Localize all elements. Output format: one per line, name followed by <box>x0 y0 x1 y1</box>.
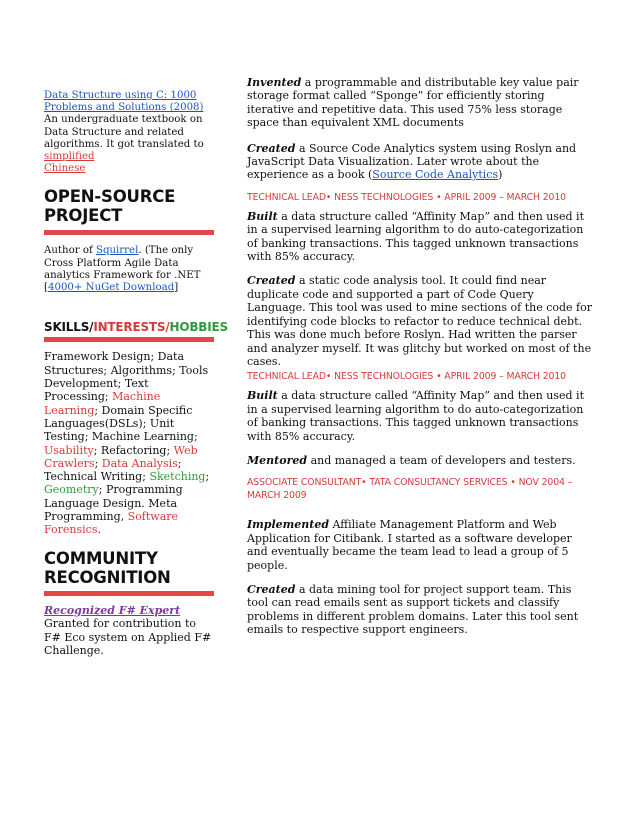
job-title: ASSOCIATE CONSULTANT• TATA CONSULTANCY SERVICES • NOV 2004 – MARCH 2009 <box>247 477 573 502</box>
job-title: TECHNICAL LEAD• NESS TECHNOLOGIES • APRIL 2009 – MARCH 2010 <box>247 191 567 203</box>
achievement-verb: Built <box>247 389 278 403</box>
skills-title <box>44 320 228 335</box>
achievement-text: a data mining tool for project support team. This tool can read emails sent as support tickets and classify problems in different problem domains. Later this tool sent emails to respective support engineers. <box>247 582 579 637</box>
book-link[interactable]: Data Structure using C: 1000 Problems and Solutions (2008) <box>44 90 204 114</box>
achievement-text: a data structure called “Affinity Map” and then used it in a supervised learning algorithm to do auto-categorization of banking transactions. This tagged unknown transactions with 85% accuracy. <box>247 209 584 264</box>
achievement-verb: Mentored <box>247 453 308 467</box>
open-source-text <box>44 245 214 294</box>
book-entry <box>44 90 214 175</box>
sidebar <box>44 90 228 658</box>
skills-text: ; Domain Specific Languages(DSLs); Unit Testing; Machine Learning; <box>44 403 198 444</box>
achievement-paragraph <box>247 142 592 182</box>
hobby-sketching: Sketching <box>149 470 206 484</box>
skills-text: ; Technical Writing; <box>44 456 182 484</box>
achievement-text: a data structure called “Affinity Map” and then used it in a supervised learning algorithm to do auto-categorization of banking transactions. This tagged unknown transactions with 85% accuracy. <box>247 389 584 443</box>
award-description: Granted for contribution to F# Eco system on Applied F# Challenge. <box>44 617 212 658</box>
achievement-paragraph <box>247 389 592 443</box>
achievement-paragraph <box>247 583 592 637</box>
skills-title-interests: INTERESTS/ <box>93 320 170 335</box>
community-title-line1: COMMUNITY <box>44 548 158 568</box>
open-source-mid: . (The only Cross Platform Agile Data analytics Framework for .NET [ <box>44 245 201 294</box>
achievement-paragraph <box>247 210 592 264</box>
source-code-analytics-link[interactable]: Source Code Analytics <box>372 168 499 182</box>
achievement-paragraph <box>247 454 592 467</box>
achievement-verb: Built <box>247 209 278 223</box>
skills-text: ; Programming Language Design. Meta Programming, <box>44 483 183 523</box>
skills-text: Framework Design; Data Structures; Algorithms; Tools Development; Text Processing; <box>44 350 209 404</box>
open-source-title <box>44 187 214 225</box>
open-source-suffix: ] <box>174 282 179 294</box>
achievement-text: ) <box>498 168 503 182</box>
achievement-text: a Source Code Analytics system using Roslyn and JavaScript Data Visualization. Later wrote about the experience as a book ( <box>247 141 577 182</box>
nuget-link[interactable]: 4000+ NuGet Download <box>47 282 175 294</box>
community-title-line2: RECOGNITION <box>44 567 171 587</box>
achievement-verb: Created <box>247 274 296 288</box>
interest-machine-learning: Machine Learning <box>44 390 161 417</box>
skills-text: ; Refactoring; <box>93 443 174 457</box>
recognition-entry <box>44 604 214 658</box>
achievement-verb: Implemented <box>247 518 330 532</box>
achievement-verb: Created <box>247 582 296 596</box>
squirrel-link[interactable]: Squirrel <box>95 245 139 257</box>
achievement-verb: Invented <box>247 76 302 89</box>
experience-column <box>247 76 592 637</box>
achievement-verb: Created <box>247 141 296 155</box>
skills-list <box>44 350 214 536</box>
skills-text: ; <box>94 456 102 470</box>
skills-text: . <box>97 523 101 537</box>
interest-data-analysis: Data Analysis <box>101 456 178 470</box>
open-source-title-line1: OPEN-SOURCE <box>44 187 176 207</box>
interest-web-crawlers: Web Crawlers <box>44 443 198 470</box>
open-source-title-line2: PROJECT <box>44 206 123 226</box>
fsharp-expert-link[interactable]: Recognized F# Expert <box>44 603 181 617</box>
achievement-paragraph <box>247 518 592 572</box>
achievement-paragraph <box>247 76 592 130</box>
interest-usability: Usability <box>44 443 94 457</box>
simplified-link[interactable]: simplified <box>44 151 95 163</box>
achievement-text: and managed a team of developers and testers. <box>307 453 576 467</box>
achievement-text: a static code analysis tool. It could find near duplicate code and supported a part of Code Query Language. This tool was used to mine sections of the code for identifying code blocks to refactor to reduce technical debt. This was done much before Roslyn. Had written the parser and analyzer myself. It was glitchy but worked on most of the cases. <box>247 274 592 368</box>
hobby-geometry: Geometry <box>44 483 99 497</box>
chinese-link[interactable]: Chinese <box>44 163 86 175</box>
skills-text: ; <box>205 470 210 484</box>
achievement-paragraph <box>247 274 592 368</box>
skills-title-hobbies: HOBBIES <box>169 320 228 335</box>
interest-software-forensics: Software Forensics <box>44 510 179 537</box>
job-title: TECHNICAL LEAD• NESS TECHNOLOGIES • APRIL 2009 – MARCH 2010 <box>247 371 567 383</box>
achievement-text: Affiliate Management Platform and Web Application for Citibank. I started as a software developer and eventually became the team lead to lead a group of 5 people. <box>247 518 572 572</box>
skills-title-skills: SKILLS/ <box>44 320 94 335</box>
book-description: An undergraduate textbook on Data Structure and related algorithms. It got translated to <box>44 114 204 150</box>
open-source-prefix: Author of <box>44 245 93 257</box>
community-title <box>44 549 214 587</box>
achievement-text: a programmable and distributable key value pair storage format called “Sponge” for efficiently storing iterative and repetitive data. This used 75% less storage space than equivalent XML documents <box>247 76 579 130</box>
